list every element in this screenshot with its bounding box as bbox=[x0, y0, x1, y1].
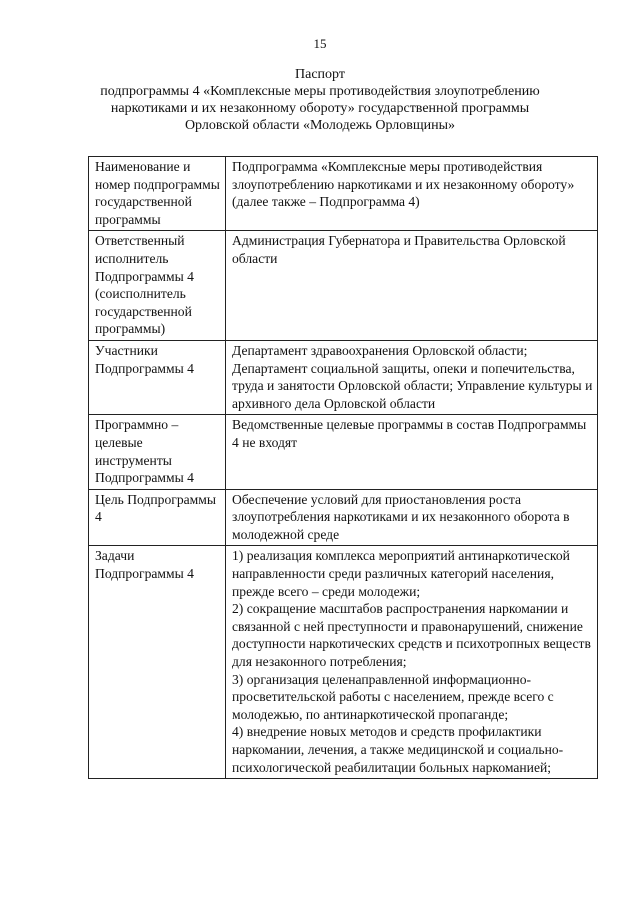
task-item: 3) организация целенаправленной информационно-просветительской работы с населением, прежде всего с молодежью, по антинаркотической пропаганде; bbox=[232, 671, 554, 722]
title-subtitle: подпрограммы 4 «Комплексные меры противодействия злоупотреблению наркотиками и их незаконному обороту» государственной программы Орловской области «Молодежь Орловщины» bbox=[100, 84, 540, 133]
row-value: Ведомственные целевые программы в состав Подпрограммы 4 не входят bbox=[226, 415, 598, 489]
table-row bbox=[89, 340, 598, 414]
row-value: Обеспечение условий для приостановления роста злоупотребления наркотиками и их незаконного оборота в молодежной среде bbox=[226, 489, 598, 546]
row-value: Подпрограмма «Комплексные меры противодействия злоупотреблению наркотиками и их незаконному обороту» (далее также – Подпрограмма 4) bbox=[226, 157, 598, 231]
document-title bbox=[80, 66, 560, 134]
row-label: Цель Подпрограммы 4 bbox=[89, 489, 226, 546]
table-row bbox=[89, 489, 598, 546]
table-row bbox=[89, 231, 598, 341]
table-row bbox=[89, 157, 598, 231]
task-item: 2) сокращение масштабов распространения наркомании и связанной с ней преступности и правонарушений, снижение доступности наркотических средств и психотропных веществ для незаконного потребления; bbox=[232, 601, 591, 670]
row-value: Администрация Губернатора и Правительства Орловской области bbox=[226, 231, 598, 341]
tasks-list bbox=[226, 546, 598, 779]
row-label: Программно – целевые инструменты Подпрограммы 4 bbox=[89, 415, 226, 489]
page-number: 15 bbox=[313, 36, 327, 51]
row-label: Ответственный исполнитель Подпрограммы 4 (соисполнитель государственной программы) bbox=[89, 231, 226, 341]
table-row bbox=[89, 415, 598, 489]
passport-table bbox=[88, 156, 598, 779]
task-item: 4) внедрение новых методов и средств профилактики наркомании, лечения, а также медицинской и социально-психологической реабилитации больных наркоманией; bbox=[232, 724, 564, 775]
table-row-tasks bbox=[89, 546, 598, 779]
row-label: Участники Подпрограммы 4 bbox=[89, 340, 226, 414]
task-item: 1) реализация комплекса мероприятий антинаркотической направленности среди различных категорий населения, прежде всего – среди молодежи; bbox=[232, 548, 570, 599]
row-label: Задачи Подпрограммы 4 bbox=[89, 546, 226, 779]
row-value: Департамент здравоохранения Орловской области; Департамент социальной защиты, опеки и попечительства, труда и занятости Орловской области; Управление культуры и архивного дела Орловской области bbox=[226, 340, 598, 414]
row-label: Наименование и номер подпрограммы государственной программы bbox=[89, 157, 226, 231]
title-heading: Паспорт bbox=[295, 67, 345, 82]
